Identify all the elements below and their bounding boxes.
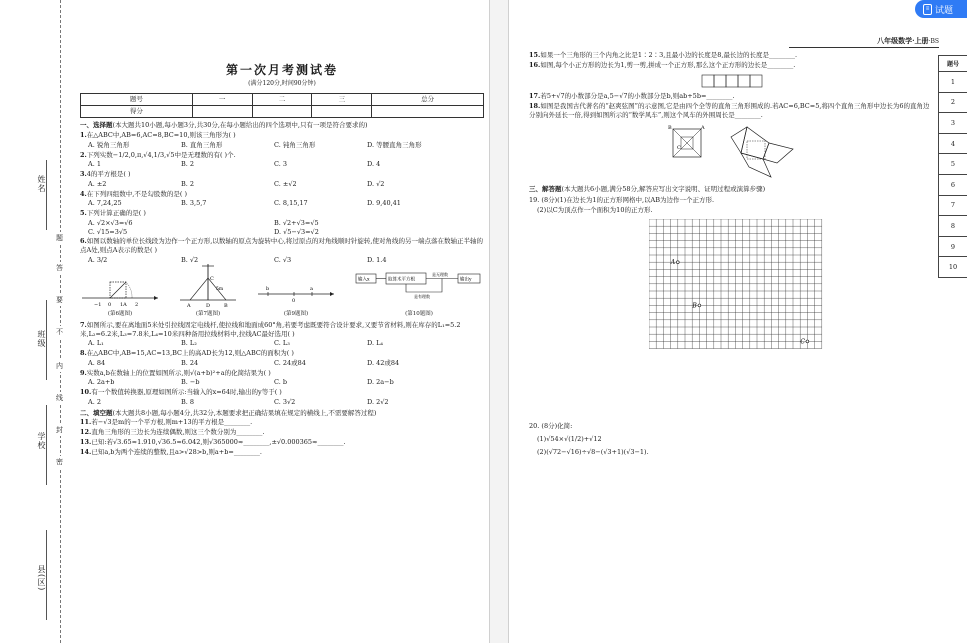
exam-page-right — [508, 0, 967, 643]
document-icon: ≡ — [923, 4, 932, 15]
grid-point-label: A — [670, 258, 676, 266]
svg-text:b: b — [266, 285, 270, 292]
score-table-cell — [252, 106, 312, 118]
name-label: 姓名 — [37, 175, 46, 193]
question-number: 12. — [80, 428, 92, 437]
section-heading — [80, 121, 484, 130]
question — [80, 388, 484, 397]
question-text: 有一个数值转换器,原理如图所示:当输入的x=64时,输出的y等于( ) — [91, 388, 282, 397]
score-table-cell: 总分 — [372, 94, 484, 106]
question — [80, 237, 484, 255]
cut-squares-figure — [697, 74, 767, 88]
question — [80, 369, 484, 378]
question-number: 6. — [80, 237, 87, 246]
answer-option: A. 2 — [88, 397, 101, 406]
answer-option: B. √2+√3=√5 — [274, 218, 319, 227]
score-table — [80, 93, 484, 118]
answer-option: B. 直角三角形 — [181, 140, 223, 149]
answer-option: B. 24 — [181, 358, 199, 367]
question-number: 4. — [80, 189, 87, 198]
county-label: 县(区) — [37, 565, 46, 592]
seal-char: 不 — [56, 328, 63, 336]
seal-char: 封 — [56, 426, 63, 434]
svg-text:A: A — [187, 302, 191, 308]
answer-options — [80, 180, 484, 189]
svg-text:B: B — [224, 302, 228, 308]
answer-options — [80, 359, 484, 368]
answer-option: C. L₃ — [274, 339, 290, 348]
question-number: 16. — [529, 61, 541, 70]
answer-option: C. 8,15,17 — [274, 199, 308, 208]
answer-option: B. 3,5,7 — [181, 199, 207, 208]
question-text: 实数a,b在数轴上的位置如图所示,则√(a+b)²+a的化简结果为( ) — [86, 368, 271, 377]
answer-option: B. 2 — [181, 160, 195, 169]
score-table-cell: 得分 — [81, 106, 193, 118]
flow-irrational: 是无理数 — [432, 271, 448, 277]
class-line — [46, 300, 47, 380]
score-table-cell: 一 — [192, 94, 252, 106]
answer-option: D. 2√2 — [367, 397, 389, 406]
question-number: 18. — [529, 102, 541, 111]
answer-option: C. ±√2 — [274, 179, 297, 188]
answer-table-row: 3 — [939, 113, 967, 134]
grid-point-label: C — [800, 338, 805, 346]
answer-option: C. 3 — [274, 160, 288, 169]
figure-6 — [80, 268, 160, 319]
grid-point — [698, 304, 701, 307]
figure-row — [80, 267, 484, 319]
figure-10 — [354, 268, 484, 319]
figure-caption: (第6题图) — [107, 311, 133, 318]
question-bank-label: 试题 — [935, 4, 954, 15]
figure-caption: (第7题图) — [195, 311, 221, 318]
windmill-figure — [727, 123, 797, 179]
number-line-square-figure — [80, 268, 160, 308]
flow-rational: 是有理数 — [414, 293, 430, 299]
question-number: 3. — [80, 170, 87, 179]
section-heading — [529, 185, 934, 194]
svg-text:0: 0 — [108, 301, 112, 308]
answer-table-row: 4 — [939, 133, 967, 154]
question-20-part1: (1)√54×√(1/2)+√12 — [537, 434, 602, 443]
answer-option: C. 钝角三角形 — [274, 140, 316, 149]
square-grid — [649, 219, 824, 351]
question-text: 在△ABC中,AB=15,AC=13,BC上的高AD长为12,则△ABC的面积为( ) — [86, 349, 294, 358]
school-line — [46, 405, 47, 485]
seal-char: 线 — [56, 394, 63, 402]
binding-gutter — [0, 0, 74, 643]
answer-options — [80, 398, 484, 407]
number-line-ab-figure — [256, 278, 336, 308]
exam-subtitle: (满分120分,时间90分钟) — [248, 80, 316, 88]
question-text: 下列计算正确的是( ) — [86, 209, 146, 218]
question-20: 20. (8分)化简: — [529, 421, 573, 430]
exam-content-left — [80, 62, 484, 457]
question-text: 若−√3是m的一个平方根,则m+13的平方根是________. — [91, 418, 253, 427]
figure-row-right — [529, 74, 934, 88]
question-text: 在下列四组数中,不是勾股数的是( ) — [86, 189, 188, 198]
choice-questions-part2 — [80, 321, 484, 407]
answer-option: A. √2×√3=√6 — [88, 218, 133, 227]
question-text: 直角三角形的三边长为连续偶数,则这三个数分别为________. — [91, 428, 265, 437]
grid-svg — [649, 219, 824, 351]
section-title: 三、解答题 — [529, 185, 562, 194]
question-number: 15. — [529, 51, 541, 59]
answer-option: C. 3√2 — [274, 397, 296, 406]
seal-char: 要 — [56, 296, 63, 304]
answer-option: D. L₄ — [367, 339, 384, 348]
question-19: 19. (8分)(1)在边长为1的正方形网格中,以AB为边作一个正方形. — [529, 195, 715, 204]
windmill-figures — [529, 123, 934, 179]
grid-point — [806, 340, 809, 343]
question-text: 如果一个三角形的三个内角之比是1∶2∶3,且最小边的长度是8,最长边的长度是________. — [540, 51, 798, 59]
svg-text:B: B — [667, 125, 672, 132]
choice-questions-part1 — [80, 131, 484, 265]
answer-options — [80, 141, 484, 150]
answer-option: A. 1 — [88, 160, 101, 169]
answer-table-row: 2 — [939, 92, 967, 113]
question-number: 7. — [80, 320, 87, 329]
question-number: 9. — [80, 368, 87, 377]
seal-dashed-line — [60, 0, 61, 643]
svg-text:D: D — [206, 302, 211, 308]
exam-content-right — [529, 50, 934, 458]
answer-option: D. √2 — [367, 179, 385, 188]
answer-option: D. √5−√3=√2 — [274, 227, 319, 236]
question — [80, 131, 484, 140]
question-text: 如图以数轴的单位长线段为边作一个正方形,以数轴的原点为旋转中心,将过原点的对角线顺时针旋转,使对角线的另一端点落在数轴正半轴的点A处,则点A表示的数是( ) — [80, 237, 483, 255]
question — [80, 209, 484, 218]
section-heading — [80, 409, 484, 418]
answer-option: C. 24或84 — [274, 358, 306, 367]
answer-table-row: 6 — [939, 174, 967, 195]
question-number: 10. — [80, 388, 92, 397]
answer-options — [80, 256, 484, 265]
question-text: 在△ABC中,AB=6,AC=8,BC=10,则该三角形为( ) — [86, 131, 236, 140]
answer-table-row: 1 — [939, 72, 967, 93]
svg-text:A: A — [700, 125, 705, 132]
flow-input: 输入x — [358, 277, 370, 283]
question — [529, 102, 934, 120]
question — [80, 321, 484, 339]
answer-option: C. b — [274, 378, 288, 387]
class-label: 班级 — [37, 330, 46, 348]
answer-options — [80, 339, 484, 348]
section-note: (本大题共8小题,每小题4分,共32分,本题要求把正确结果填在规定的横线上,不需要解答过程) — [112, 408, 377, 417]
question-text: 若5+√7的小数部分是a,5−√7的小数部分是b,则ab+5b=________. — [540, 92, 735, 101]
answer-option: B. −b — [181, 378, 200, 387]
question-number: 13. — [80, 437, 92, 446]
section-note: (本大题共10小题,每小题3分,共30分,在每小题给出的四个选项中,只有一项是符合要求的) — [112, 121, 368, 130]
question — [80, 428, 484, 437]
score-table-cell — [192, 106, 252, 118]
converter-flowchart-figure — [354, 268, 484, 308]
question — [529, 51, 934, 60]
svg-text:C: C — [676, 145, 681, 152]
question — [529, 92, 934, 101]
answer-table-row: 9 — [939, 236, 967, 257]
answer-option: D. 42或84 — [367, 358, 400, 367]
question — [529, 61, 934, 70]
answer-option: A. 3/2 — [88, 256, 108, 264]
question-number: 5. — [80, 209, 87, 218]
answer-option: A. ±2 — [88, 179, 107, 188]
flow-sqrt-box: 取算术平方根 — [388, 277, 415, 283]
seal-char: 题 — [56, 234, 63, 242]
question-number: 11. — [80, 418, 92, 427]
score-table-cell — [372, 106, 484, 118]
question — [80, 170, 484, 179]
svg-text:−1: −1 — [94, 301, 102, 308]
question — [80, 418, 484, 427]
header-code: ·BS — [928, 38, 939, 45]
question-text: 已知a,b为两个连续的整数,且a>√28>b,则a+b=________. — [91, 447, 262, 456]
answer-table — [938, 55, 967, 278]
section-title: 二、填空题 — [80, 408, 113, 417]
answer-option: A. 7,24,25 — [88, 199, 122, 208]
seal-char: 密 — [56, 458, 63, 466]
question-text: 已知:若√3.65≈1.910,√36.5≈6.042,则√365000≈________,±√0.000365≈________. — [91, 437, 346, 446]
name-line — [46, 160, 47, 230]
answer-option: D. 9,40,41 — [367, 199, 401, 208]
answer-options — [80, 160, 484, 169]
answer-option: B. L₂ — [181, 339, 197, 348]
county-line — [46, 530, 47, 620]
score-table-cell: 三 — [312, 94, 372, 106]
answer-option: A. L₁ — [88, 339, 104, 348]
answer-options — [80, 219, 484, 237]
answer-options — [80, 199, 484, 208]
question-text: 如图,每个小正方形的边长为1,剪一剪,拼成一个正方形,那么这个正方形的边长是________. — [540, 61, 796, 70]
flow-output: 输出y — [460, 277, 472, 283]
grid-point-label: B — [692, 302, 697, 310]
answer-option: C. √15=3√5 — [88, 227, 128, 236]
answer-option: A. 84 — [88, 358, 106, 367]
seal-char: 内 — [56, 362, 63, 370]
fill-questions-right — [529, 51, 934, 70]
question-text: 4的平方根是( ) — [86, 170, 131, 179]
question-number: 2. — [80, 150, 87, 159]
svg-text:1A: 1A — [120, 301, 127, 308]
grid-point — [676, 261, 679, 264]
question-text: 如图所示,要在离地面5米处引拉线固定电线杆,使拉线和地面成60°角,若要考虑既要符合设计要求,又要节省材料,则在库存的L₁=5.2米,L₂=6.2米,L₃=7.8米,L₄=10米四种备用拉线材料中,拉线AC最好选用( ) — [80, 320, 461, 338]
svg-text:5m: 5m — [216, 286, 224, 292]
question — [80, 438, 484, 447]
figure-caption: (第10题图) — [405, 311, 433, 318]
answer-option: B. 2 — [181, 179, 195, 188]
question-number: 14. — [80, 447, 92, 456]
figure-9 — [256, 278, 336, 319]
answer-option: D. 2a−b — [367, 378, 394, 387]
answer-table-head: 题号 — [939, 56, 967, 72]
answer-table-row: 10 — [939, 257, 967, 278]
answer-table-row: 8 — [939, 216, 967, 237]
answer-option: B. 8 — [181, 397, 195, 406]
question — [80, 349, 484, 358]
question-number: 8. — [80, 349, 87, 358]
figure-caption: (第9题图) — [283, 311, 309, 318]
question-bank-button[interactable] — [915, 0, 967, 18]
running-header — [789, 36, 939, 48]
score-table-cell — [312, 106, 372, 118]
utility-pole-figure — [178, 260, 238, 308]
score-table-cell: 题号 — [81, 94, 193, 106]
svg-text:2: 2 — [135, 301, 139, 308]
answer-option: A. 锐角三角形 — [88, 140, 130, 149]
question — [80, 448, 484, 457]
fill-questions-left — [80, 418, 484, 456]
fill-questions-right-2 — [529, 92, 934, 120]
section-title: 一、选择题 — [80, 121, 113, 130]
svg-text:a: a — [310, 285, 313, 292]
seal-char: 答 — [56, 264, 63, 272]
svg-text:C: C — [210, 275, 214, 282]
answer-option: C. √3 — [274, 256, 292, 264]
question-20-part2: (2)(√72−√16)÷√8−(√3+1)(√3−1). — [537, 447, 649, 456]
score-table-cell: 二 — [252, 94, 312, 106]
answer-option: D. 1.4 — [367, 256, 387, 264]
question-19-part2: (2)以C为顶点作一个面积为10的正方形. — [537, 205, 653, 214]
question-text: 下列实数−1/2,0,π,√4,1/3,√5中是无理数的有( )个. — [86, 150, 236, 159]
figure-7 — [178, 260, 238, 319]
answer-table-row: 7 — [939, 195, 967, 216]
header-title: 八年级数学·上册 — [877, 36, 929, 45]
question-text: 如图是我国古代著名的“赵爽弦图”的示意图,它是由四个全等的直角三角形围成的.若AC=6,BC=5,将四个直角三角形中边长为6的直角边分别向外延长一倍,得到如图所示的“数学风车”,则这个风车的外围周长是________. — [529, 102, 930, 120]
zhaoshuang-figure — [667, 123, 707, 163]
answer-option: D. 4 — [367, 160, 381, 169]
answer-option: B. √2 — [181, 256, 199, 264]
school-label: 学校 — [37, 432, 46, 450]
question-number: 1. — [80, 131, 87, 140]
exam-title: 第一次月考测试卷 — [225, 63, 338, 77]
answer-option: D. 等腰直角三角形 — [367, 140, 422, 149]
answer-option: A. 2a+b — [88, 378, 115, 387]
question — [80, 151, 484, 160]
answer-options — [80, 378, 484, 387]
question-number: 17. — [529, 92, 541, 101]
section-note: (本大题共6小题,满分58分,解答应写出文字说明、证明过程或演算步骤) — [561, 185, 766, 194]
question — [80, 190, 484, 199]
answer-table-row: 5 — [939, 154, 967, 175]
svg-text:0: 0 — [292, 297, 296, 304]
